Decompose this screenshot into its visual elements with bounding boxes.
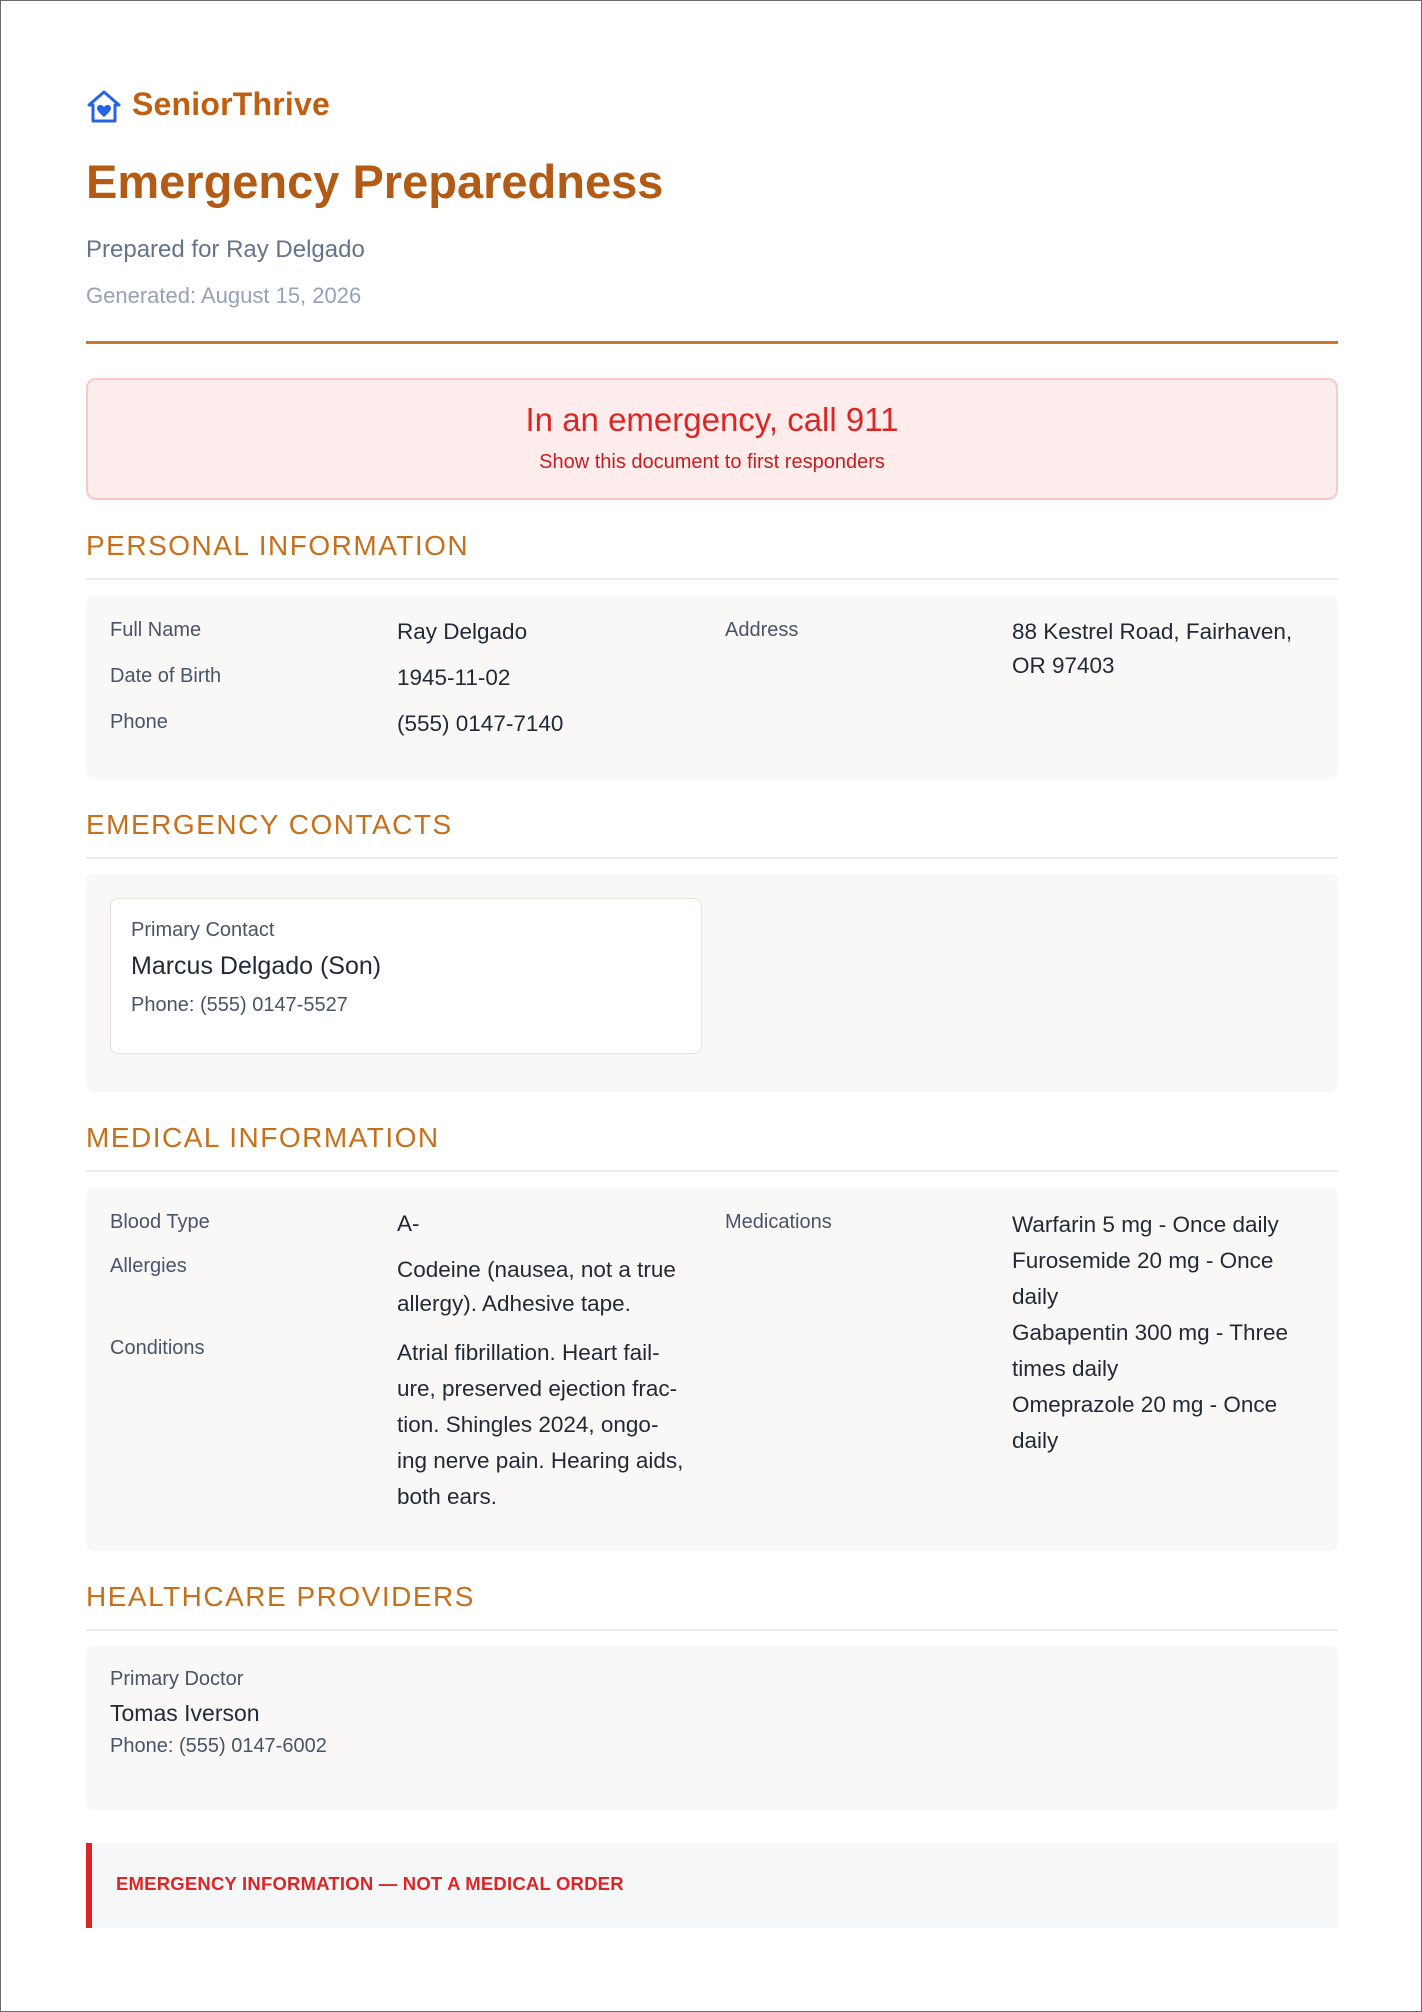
disclaimer-text: EMERGENCY INFORMATION — NOT A MEDICAL ORDER <box>116 1873 624 1894</box>
brand-name: SeniorThrive <box>132 85 331 122</box>
section-heading-providers: HEALTHCARE PROVIDERS <box>86 1579 1338 1631</box>
medication-line: Gabapentin 300 mg - Three <box>1012 1320 1289 1345</box>
conditions-line: ure, preserved ejection frac- <box>397 1376 678 1401</box>
allergies-line: allergy). Adhesive tape. <box>397 1291 631 1316</box>
disclaimer-banner <box>86 1843 1338 1928</box>
allergies-value <box>397 1253 725 1335</box>
medical-card <box>86 1187 1338 1551</box>
medication-line: times daily <box>1012 1356 1119 1381</box>
personal-card <box>86 595 1338 779</box>
prepared-for: Prepared for Ray Delgado <box>86 236 365 263</box>
phone-value: (555) 0147-7140 <box>397 711 564 736</box>
emergency-alert <box>86 378 1338 500</box>
allergies-line: Codeine (nausea, not a true <box>397 1257 676 1282</box>
address-line-1: 88 Kestrel Road, Fairhaven, <box>1012 619 1293 644</box>
address-line-2: OR 97403 <box>1012 653 1115 678</box>
primary-doctor-name: Tomas Iverson <box>110 1700 260 1726</box>
dob-value: 1945-11-02 <box>397 665 511 690</box>
full-name-value: Ray Delgado <box>397 619 528 644</box>
conditions-line: tion. Shingles 2024, ongo- <box>397 1412 659 1437</box>
generated-date: Generated: August 15, 2026 <box>86 283 362 308</box>
header-divider <box>86 341 1338 344</box>
brand <box>86 81 1338 127</box>
primary-contact-name: Marcus Delgado (Son) <box>131 952 382 980</box>
section-heading-contacts: EMERGENCY CONTACTS <box>86 807 1338 859</box>
medication-line: Warfarin 5 mg - Once daily <box>1012 1212 1279 1237</box>
medication-line: daily <box>1012 1284 1059 1309</box>
alert-title: In an emergency, call 911 <box>525 401 899 438</box>
primary-contact-phone: Phone: (555) 0147-5527 <box>131 994 348 1016</box>
house-heart-icon <box>86 89 122 125</box>
page-title: Emergency Preparedness <box>86 155 664 208</box>
conditions-label: Conditions <box>110 1337 205 1359</box>
medication-line: Furosemide 20 mg - Once <box>1012 1248 1274 1273</box>
contacts-card <box>86 874 1338 1092</box>
conditions-line: Atrial fibrillation. Heart fail- <box>397 1340 660 1365</box>
allergies-label: Allergies <box>110 1255 187 1277</box>
primary-doctor-phone: Phone: (555) 0147-6002 <box>110 1735 327 1757</box>
blood-type-label: Blood Type <box>110 1211 210 1233</box>
alert-subtitle: Show this document to first responders <box>539 451 885 473</box>
conditions-line: ing nerve pain. Hearing aids, <box>397 1448 684 1473</box>
medication-line: daily <box>1012 1428 1059 1453</box>
conditions-line: both ears. <box>397 1484 498 1509</box>
conditions-value <box>397 1335 725 1515</box>
dob-label: Date of Birth <box>110 665 222 687</box>
medications-label: Medications <box>725 1211 832 1233</box>
full-name-label: Full Name <box>110 619 202 641</box>
medications-list <box>1012 1207 1314 1515</box>
document-content <box>86 81 1338 1810</box>
primary-contact-card <box>110 898 702 1054</box>
providers-card <box>86 1646 1338 1810</box>
primary-contact-label: Primary Contact <box>131 919 275 941</box>
address-label: Address <box>725 619 799 641</box>
section-heading-personal: PERSONAL INFORMATION <box>86 528 1338 580</box>
medication-line: Omeprazole 20 mg - Once <box>1012 1392 1278 1417</box>
section-heading-medical: MEDICAL INFORMATION <box>86 1120 1338 1172</box>
phone-label: Phone <box>110 711 168 733</box>
primary-doctor-label: Primary Doctor <box>110 1668 244 1690</box>
blood-type-value: A- <box>397 1211 420 1236</box>
